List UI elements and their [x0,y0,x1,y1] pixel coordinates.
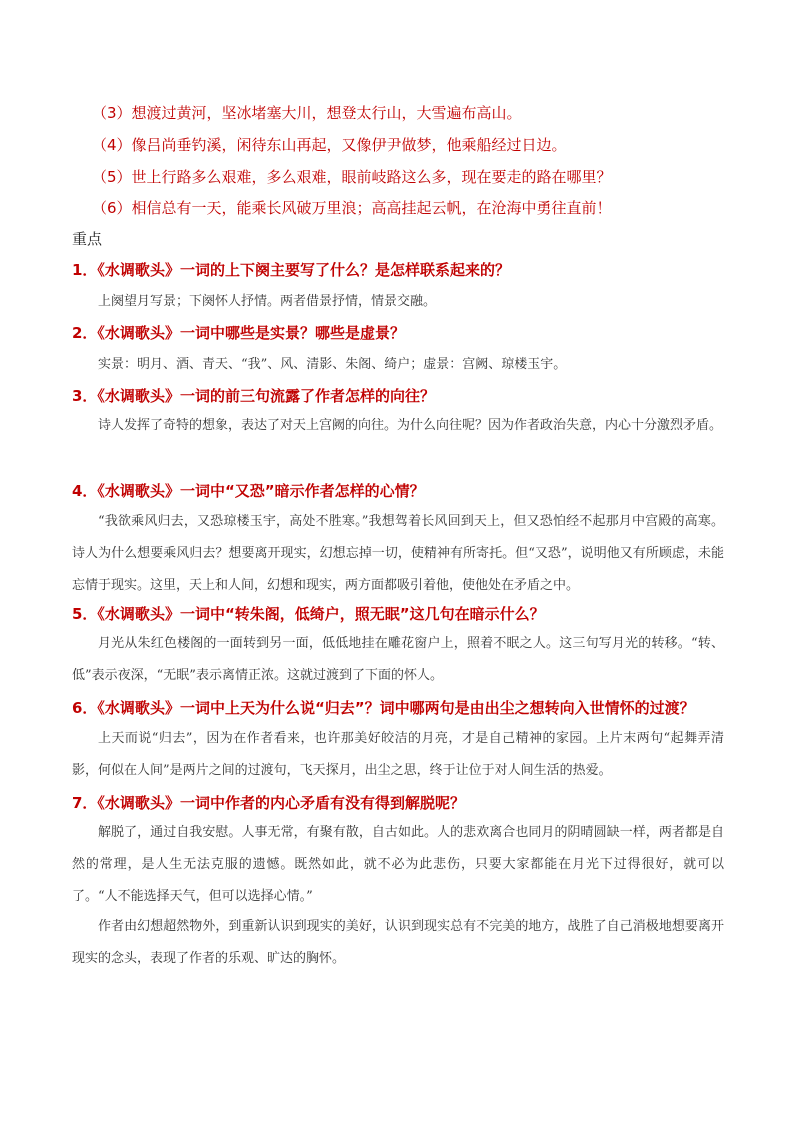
question-2: 2．《水调歌头》一词中哪些是实景？哪些是虚景？ [72,324,405,342]
question-5: 5．《水调歌头》一词中“转朱阁，低绮户，照无眠”这几句在暗示什么？ [72,605,545,623]
answer-2: 实景：明月、酒、青天、“我”、风、清影、朱阁、绮户；虚景：宫阙、琼楼玉宇。 [98,357,567,372]
answer-3: 诗人发挥了奇特的想象，表达了对天上宫阙的向往。为什么向往呢？因为作者政治失意，内心十分激烈矛盾。 [98,418,723,433]
answer-7-paragraph-1: 解脱了，通过自我安慰。人事无常，有聚有散，自古如此。人的悲欢离合也同月的阴晴圆缺一样，两者都是自然的常理，是人生无法克服的遗憾。既然如此，就不必为此悲伤，只要大家都能在月光下过得很好，就可以了。“人不能选择天气，但可以选择心情。” [72,825,724,904]
answer-5: 月光从朱红色楼阁的一面转到另一面，低低地挂在雕花窗户上，照着不眠之人。这三句写月光的转移。“转、低”表示夜深，“无眠”表示离情正浓。这就过渡到了下面的怀人。 [72,636,724,683]
question-3: 3．《水调歌头》一词的前三句流露了作者怎样的向往？ [72,387,435,405]
translation-line-5: （5）世上行路多么艰难，多么艰难，眼前岐路这么多，现在要走的路在哪里？ [92,168,612,186]
section-title: 重点 [72,230,103,248]
answer-4: “我欲乘风归去，又恐琼楼玉宇，高处不胜寒。”我想驾着长风回到天上，但又恐怕经不起那月中宫殿的高寒。诗人为什么想要乘风归去？想要离开现实，幻想忘掉一切，使精神有所寄托。但“又恐”，说明他又有所顾虑，未能忘情于现实。这里，天上和人间，幻想和现实，两方面都吸引着他，使他处在矛盾之中。 [72,514,724,593]
question-4: 4．《水调歌头》一词中“又恐”暗示作者怎样的心情？ [72,482,425,500]
answer-1: 上阕望月写景；下阕怀人抒情。两者借景抒情，情景交融。 [98,294,437,309]
question-6: 6．《水调歌头》一词中上天为什么说“归去”？词中哪两句是由出尘之想转向入世情怀的过渡？ [72,699,695,717]
answer-7-paragraph-2: 作者由幻想超然物外，到重新认识到现实的美好，认识到现实总有不完美的地方，战胜了自己消极地想要离开现实的念头，表现了作者的乐观、旷达的胸怀。 [72,919,724,966]
translation-line-4: （4）像吕尚垂钓溪，闲待东山再起，又像伊尹做梦，他乘船经过日边。 [92,136,567,154]
translation-line-6: （6）相信总有一天，能乘长风破万里浪；高高挂起云帆，在沧海中勇往直前！ [92,199,612,217]
answer-6: 上天而说“归去”，因为在作者看来，也许那美好皎洁的月亮，才是自己精神的家园。上片末两句“起舞弄清影，何似在人间”是两片之间的过渡句，飞天探月，出尘之思，终于让位于对人间生活的热爱。 [72,731,724,778]
question-7: 7．《水调歌头》一词中作者的内心矛盾有没有得到解脱呢？ [72,794,465,812]
translation-line-3: （3）想渡过黄河，坚冰堵塞大川，想登太行山，大雪遍布高山。 [92,104,522,122]
question-1: 1．《水调歌头》一词的上下阕主要写了什么？是怎样联系起来的？ [72,261,510,279]
